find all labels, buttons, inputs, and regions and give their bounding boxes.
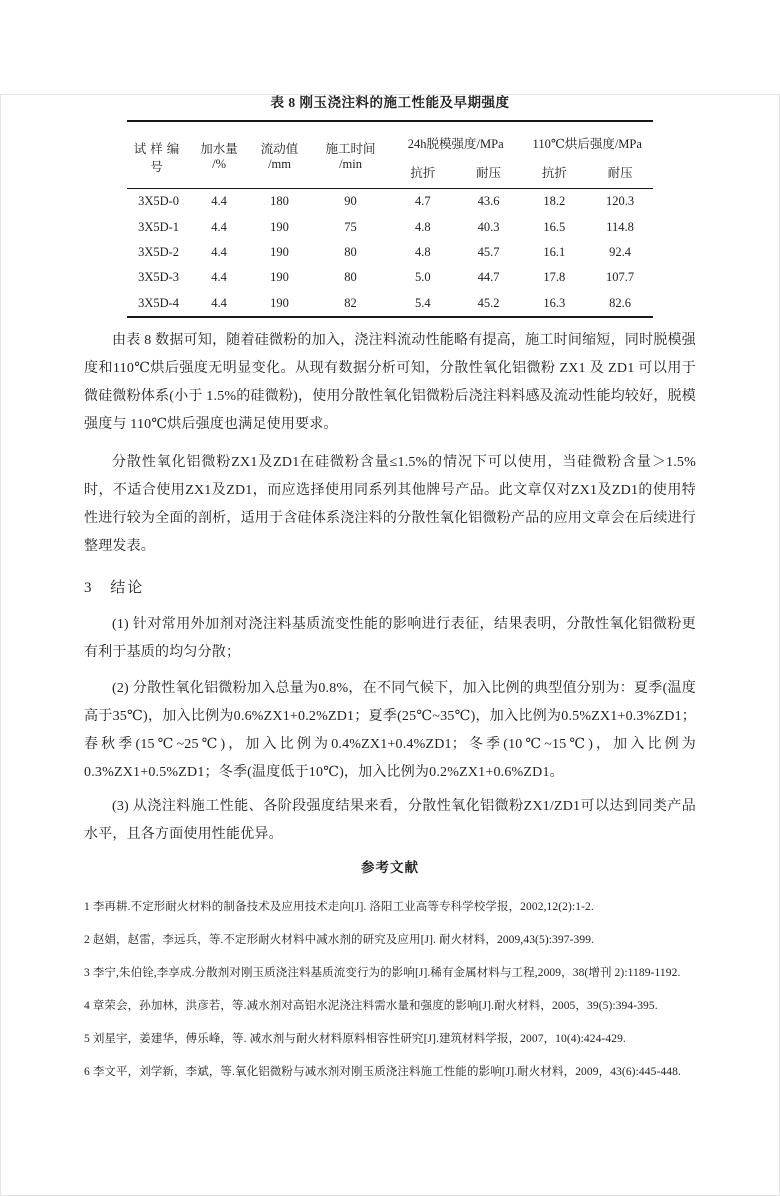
col-header-water bbox=[190, 121, 248, 189]
col-header-time-line1: 施工时间 bbox=[325, 142, 376, 156]
cell-flow: 190 bbox=[270, 270, 289, 285]
col-header-water-line1: 加水量 bbox=[200, 142, 238, 156]
references-list bbox=[84, 891, 696, 1089]
cell-time: 82 bbox=[344, 295, 357, 310]
subheader-demold-crushing: 耐压 bbox=[476, 165, 502, 180]
cell-dried-flexural: 18.2 bbox=[543, 194, 566, 209]
cell-dried-crushing: 82.6 bbox=[609, 295, 632, 310]
references-heading: 参考文献 bbox=[361, 859, 419, 875]
cell-time: 80 bbox=[344, 244, 357, 259]
reference-item-6: 6 李文平，刘学新，李斌，等.氧化铝微粉与减水剂对刚玉质浇注料施工性能的影响[J].耐火材料，2009，43(6):445-448. bbox=[84, 1065, 681, 1078]
cell-sample-id: 3X5D-2 bbox=[138, 244, 180, 259]
conclusion-item-3: (3) 从浇注料施工性能、各阶段强度结果来看，分散性氧化铝微粉ZX1/ZD1可以达到同类产品水平，且各方面使用性能优异。 bbox=[84, 798, 696, 842]
cell-dried-flexural: 16.5 bbox=[543, 219, 566, 234]
document-page bbox=[0, 94, 780, 1196]
cell-sample-id: 3X5D-4 bbox=[138, 295, 180, 310]
cell-flow: 190 bbox=[270, 244, 289, 259]
cell-demold-crushing: 45.2 bbox=[477, 295, 500, 310]
cell-flow: 190 bbox=[270, 219, 289, 234]
page-content bbox=[0, 94, 780, 1089]
cell-demold-crushing: 45.7 bbox=[477, 244, 500, 259]
subheader-dried-flexural: 抗折 bbox=[541, 165, 567, 180]
cell-flow: 190 bbox=[270, 295, 289, 310]
cell-dried-flexural: 16.1 bbox=[543, 244, 566, 259]
conclusion-item-1: (1) 针对常用外加剂对浇注料基质流变性能的影响进行表征，结果表明，分散性氧化铝微粉更有利于基质的均匀分散； bbox=[84, 616, 696, 660]
cell-time: 90 bbox=[344, 194, 357, 209]
cell-water: 4.4 bbox=[211, 295, 227, 310]
subheader-dried-crushing: 耐压 bbox=[607, 165, 633, 180]
reference-item-2: 2 赵娟，赵雷，李远兵，等.不定形耐火材料中减水剂的研究及应用[J]. 耐火材料，2009,43(5):397-399. bbox=[84, 933, 595, 946]
cell-dried-crushing: 92.4 bbox=[609, 244, 632, 259]
col-header-dried-strength-group: 110℃烘后强度/MPa bbox=[532, 136, 642, 151]
cell-demold-flexural: 5.0 bbox=[415, 270, 431, 285]
col-header-sample-id: 试样编号 bbox=[133, 142, 184, 174]
paragraph-usage-recommendation: 分散性氧化铝微粉ZX1及ZD1在硅微粉含量≤1.5%的情况下可以使用，当硅微粉含量＞1.5%时，不适合使用ZX1及ZD1，而应选择使用同系列其他牌号产品。此文章仅对ZX1及ZD1的使用特性进行较为全面的剖析，适用于含硅体系浇注料的分散性氧化铝微粉产品的应用文章会在后续进行整理发表。 bbox=[84, 454, 696, 554]
section-heading-conclusion bbox=[84, 578, 696, 598]
col-header-demold-strength-group: 24h脱模强度/MPa bbox=[407, 136, 504, 151]
col-header-flow-line2: /mm bbox=[268, 157, 291, 171]
reference-item-5: 5 刘星宇，姜建华，傅乐峰，等. 减水剂与耐火材料原料相容性研究[J].建筑材料学报，2007，10(4):424-429. bbox=[84, 1032, 626, 1045]
cell-sample-id: 3X5D-0 bbox=[138, 194, 180, 209]
cell-demold-flexural: 5.4 bbox=[415, 295, 431, 310]
cell-sample-id: 3X5D-3 bbox=[138, 270, 180, 285]
reference-item-4: 4 章荣会，孙加林，洪彦若，等.减水剂对高铝水泥浇注料需水量和强度的影响[J].耐火材料，2005，39(5):394-395. bbox=[84, 999, 658, 1012]
performance-table bbox=[127, 120, 653, 318]
paragraph-table-analysis: 由表 8 数据可知，随着硅微粉的加入，浇注料流动性能略有提高，施工时间缩短，同时脱模强度和110℃烘后强度无明显变化。从现有数据分析可知，分散性氧化铝微粉 ZX1 及 ZD1 可以用于微硅微粉体系(小于 1.5%的硅微粉)，使用分散性氧化铝微粉后浇注料料感及流动性能均较好，脱模强度与 110℃烘后强度也满足使用要求。 bbox=[84, 332, 696, 432]
col-header-time-line2: /min bbox=[339, 157, 362, 171]
cell-water: 4.4 bbox=[211, 244, 227, 259]
cell-sample-id: 3X5D-1 bbox=[138, 219, 180, 234]
cell-demold-flexural: 4.7 bbox=[415, 194, 431, 209]
col-header-flow-line1: 流动值 bbox=[260, 142, 299, 156]
cell-demold-crushing: 43.6 bbox=[477, 194, 500, 209]
cell-dried-crushing: 120.3 bbox=[606, 194, 635, 209]
table-caption: 表 8 刚玉浇注料的施工性能及早期强度 bbox=[270, 95, 510, 110]
col-header-time bbox=[311, 121, 390, 189]
table-header bbox=[127, 121, 653, 189]
table-row bbox=[127, 291, 653, 317]
cell-dried-flexural: 16.3 bbox=[543, 295, 566, 310]
reference-item-3: 3 李宁,朱伯铨,李享成.分散剂对刚玉质浇注料基质流变行为的影响[J].稀有金属材料与工程,2009，38(增刊 2):1189-1192. bbox=[84, 966, 681, 979]
cell-dried-flexural: 17.8 bbox=[543, 270, 566, 285]
cell-time: 75 bbox=[344, 219, 357, 234]
subheader-demold-flexural: 抗折 bbox=[410, 165, 436, 180]
cell-demold-crushing: 40.3 bbox=[477, 219, 500, 234]
reference-item-1: 1 李再耕.不定形耐火材料的制备技术及应用技术走向[J]. 洛阳工业高等专科学校学报，2002,12(2):1-2. bbox=[84, 900, 594, 913]
cell-water: 4.4 bbox=[211, 270, 227, 285]
cell-water: 4.4 bbox=[211, 194, 227, 209]
section-number: 3 bbox=[84, 579, 92, 596]
cell-flow: 180 bbox=[270, 194, 289, 209]
table-row bbox=[127, 240, 653, 265]
section-title: 结论 bbox=[110, 579, 145, 596]
col-header-flow bbox=[248, 121, 311, 189]
col-header-water-line2: /% bbox=[212, 157, 226, 171]
cell-demold-flexural: 4.8 bbox=[415, 219, 431, 234]
cell-dried-crushing: 114.8 bbox=[606, 219, 634, 234]
table-body bbox=[127, 189, 653, 317]
cell-demold-crushing: 44.7 bbox=[477, 270, 500, 285]
cell-water: 4.4 bbox=[211, 219, 227, 234]
table-row bbox=[127, 214, 653, 239]
cell-demold-flexural: 4.8 bbox=[415, 244, 431, 259]
table-row bbox=[127, 189, 653, 215]
cell-dried-crushing: 107.7 bbox=[606, 270, 635, 285]
cell-time: 80 bbox=[344, 270, 357, 285]
table-row bbox=[127, 265, 653, 290]
conclusion-item-2: (2) 分散性氧化铝微粉加入总量为0.8%，在不同气候下，加入比例的典型值分别为：夏季(温度高于35℃)，加入比例为0.6%ZX1+0.2%ZD1；夏季(25℃~35℃)，加入比例为0.5%ZX1+0.3%ZD1；春秋季(15℃~25℃)，加入比例为0.4%ZX1+0.4%ZD1；冬季(10℃~15℃)，加入比例为0.3%ZX1+0.5%ZD1；冬季(温度低于10℃)，加入比例为0.2%ZX1+0.6%ZD1。 bbox=[84, 680, 696, 780]
